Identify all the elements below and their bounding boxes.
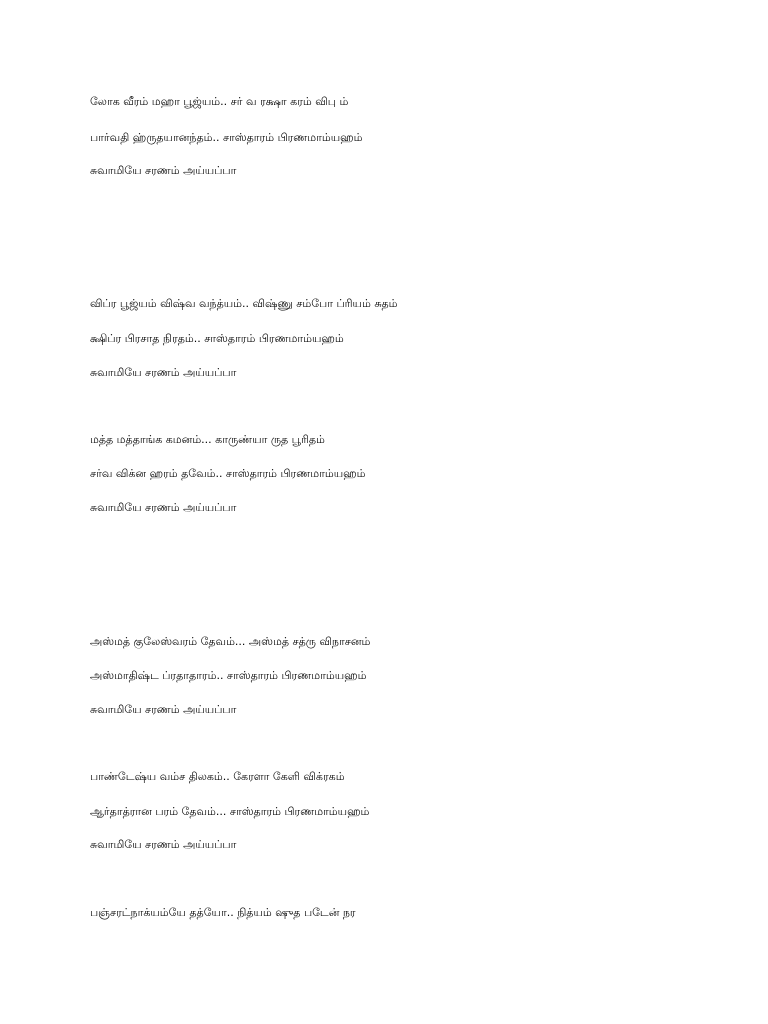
verse3-line1: மத்த மத்தாங்க கமனம்... காருண்யா ருத பூரிதம் bbox=[90, 433, 325, 446]
verse5-line1: பாண்டேஷ்ய வம்ச திலகம்.. கேரளா கேளி விக்ரகம் bbox=[90, 770, 345, 783]
verse5-line2: ஆர்தாத்ரான பரம் தேவம்... சாஸ்தாரம் பிரணமாம்யஹம் bbox=[90, 805, 370, 818]
verse1-line2: பார்வதி ஹ்ருதயானந்தம்.. சாஸ்தாரம் பிரணமாம்யஹம் bbox=[90, 131, 363, 144]
verse4-line2: அஸ்மாதிஷ்ட ப்ரதாதாரம்.. சாஸ்தாரம் பிரணமாம்யஹம் bbox=[90, 669, 367, 682]
verse3-line2: சர்வ விக்ன ஹரம் தவேம்.. சாஸ்தாரம் பிரணமாம்யஹம் bbox=[90, 467, 366, 480]
verse4-refrain: சுவாமியே சரணம் அய்யப்பா bbox=[90, 703, 237, 716]
verse5-refrain: சுவாமியே சரணம் அய்யப்பா bbox=[90, 838, 237, 851]
verse2-refrain: சுவாமியே சரணம் அய்யப்பா bbox=[90, 366, 237, 379]
verse2-line1: விப்ர பூஜ்யம் விஷ்வ வந்த்யம்.. விஷ்ணு சம்போ ப்ரியம் சுதம் bbox=[90, 297, 398, 310]
verse1-refrain: சுவாமியே சரணம் அய்யப்பா bbox=[90, 164, 237, 177]
verse1-line1: லோக வீரம் மஹா பூஜ்யம்.. சர் வ ரக்ஷா கரம் விபு ம் bbox=[90, 95, 349, 108]
verse3-refrain: சுவாமியே சரணம் அய்யப்பா bbox=[90, 501, 237, 514]
verse6-line1: பஞ்சரட்நாக்யம்யே தத்யோ.. நித்யம் ஷுத படேன் நர bbox=[90, 906, 356, 919]
verse4-line1: அஸ்மத் குலேஸ்வரம் தேவம்... அஸ்மத் சத்ரு விநாசனம் bbox=[90, 635, 371, 648]
verse2-line2: க்ஷிப்ர பிரசாத நிரதம்.. சாஸ்தாரம் பிரணமாம்யஹம் bbox=[90, 332, 344, 345]
